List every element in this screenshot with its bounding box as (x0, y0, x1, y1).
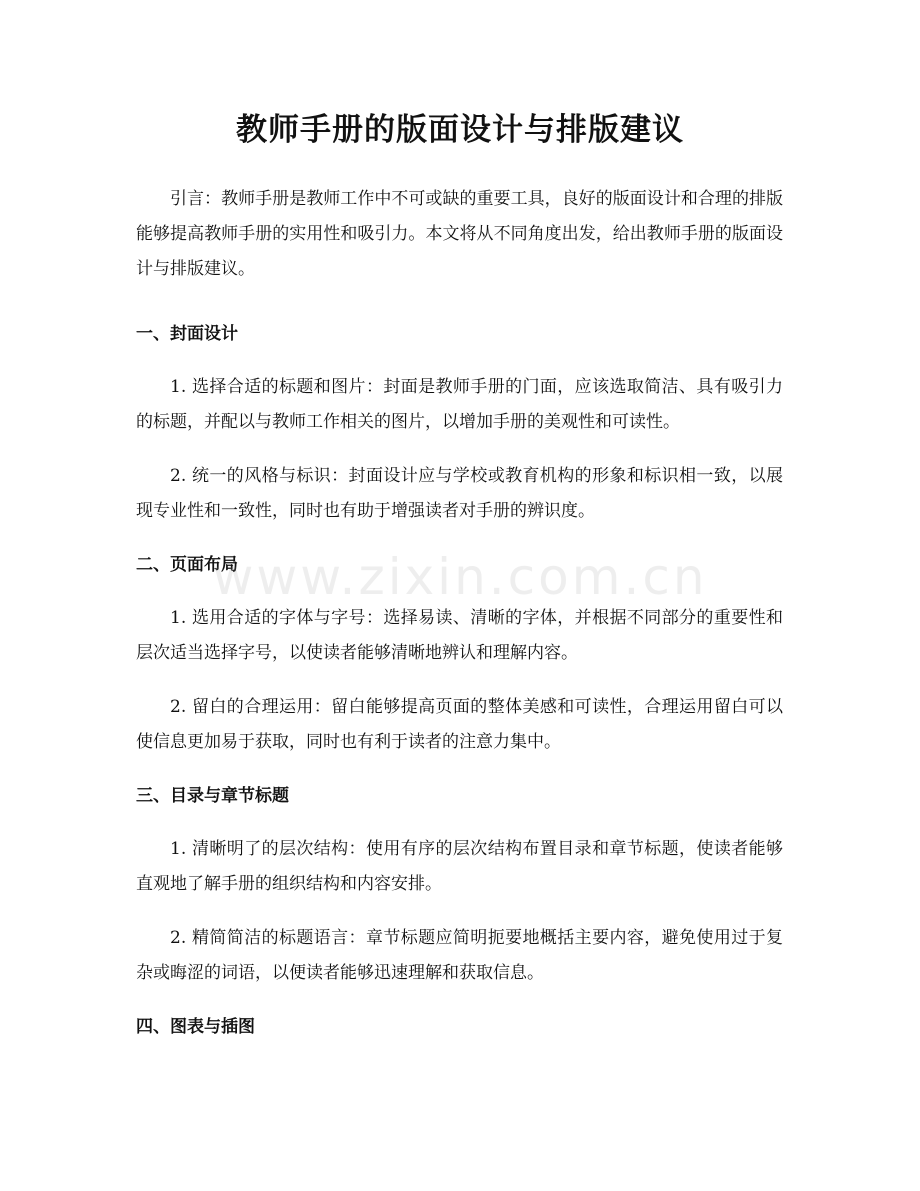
section-heading-charts: 四、图表与插图 (136, 1017, 255, 1037)
intro-paragraph: 引言：教师手册是教师工作中不可或缺的重要工具，良好的版面设计和合理的排版能够提高教师手册的实用性和吸引力。本文将从不同角度出发，给出教师手册的版面设计与排版建议。 (136, 189, 783, 279)
list-item: 2. 精简简洁的标题语言：章节标题应简明扼要地概括主要内容，避免使用过于复杂或晦涩的词语，以便读者能够迅速理解和获取信息。 (136, 928, 783, 983)
section-heading-cover: 一、封面设计 (136, 324, 238, 344)
document-body (136, 182, 783, 1063)
list-item: 2. 留白的合理运用：留白能够提高页面的整体美感和可读性，合理运用留白可以使信息更加易于获取，同时也有利于读者的注意力集中。 (136, 697, 783, 752)
list-item: 1. 选择合适的标题和图片：封面是教师手册的门面，应该选取简洁、具有吸引力的标题，并配以与教师工作相关的图片，以增加手册的美观性和可读性。 (136, 377, 783, 432)
section-heading-toc: 三、目录与章节标题 (136, 786, 289, 806)
list-item: 1. 选用合适的字体与字号：选择易读、清晰的字体，并根据不同部分的重要性和层次适当选择字号，以使读者能够清晰地辨认和理解内容。 (136, 608, 783, 663)
document-title: 教师手册的版面设计与排版建议 (236, 112, 684, 148)
list-item: 1. 清晰明了的层次结构：使用有序的层次结构布置目录和章节标题，使读者能够直观地了解手册的组织结构和内容安排。 (136, 839, 783, 894)
section-heading-layout: 二、页面布局 (136, 555, 238, 575)
watermark: www.zixin.com.cn (212, 548, 708, 606)
list-item: 2. 统一的风格与标识：封面设计应与学校或教育机构的形象和标识相一致，以展现专业性和一致性，同时也有助于增强读者对手册的辨识度。 (136, 466, 783, 521)
